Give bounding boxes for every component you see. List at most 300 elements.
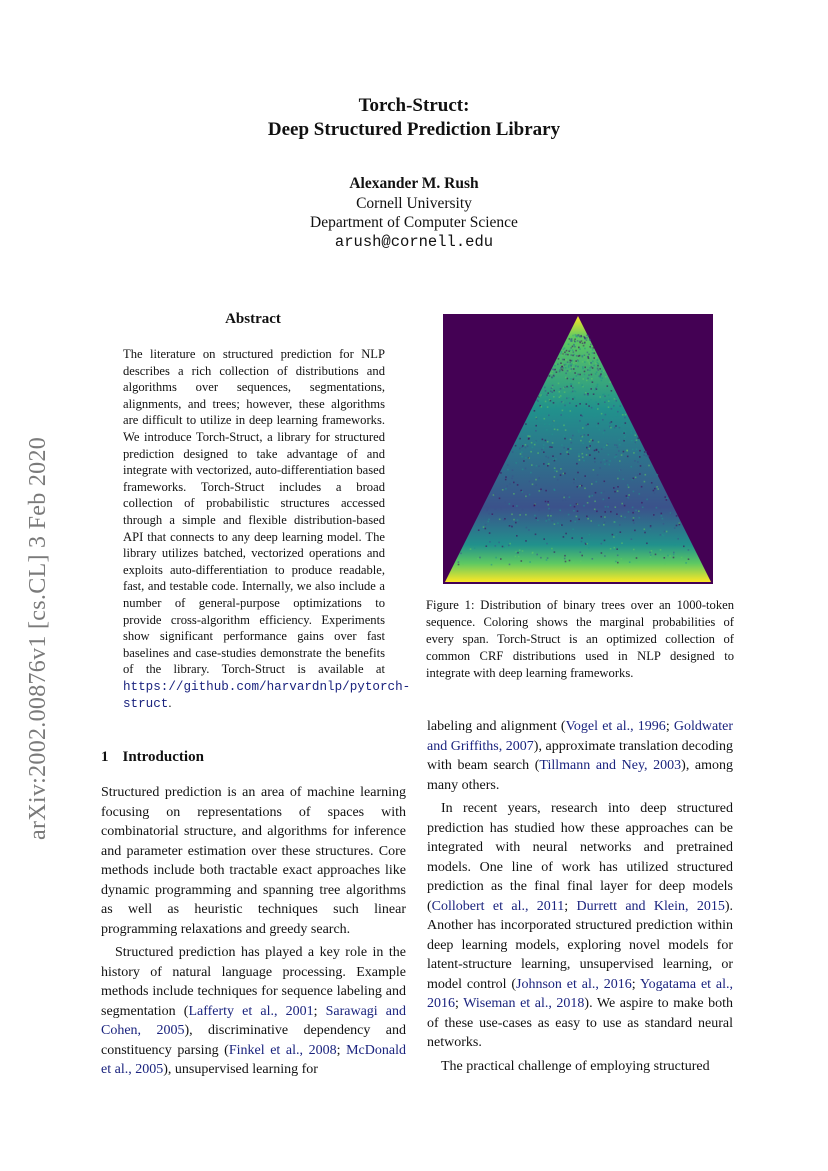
speckle-dot [623,451,625,453]
speckle-dot [615,397,617,399]
speckle-dot [529,494,531,496]
speckle-dot [574,372,576,374]
speckle-dot [588,449,590,451]
speckle-dot [579,374,581,376]
speckle-dot [592,367,594,369]
speckle-dot [580,561,582,563]
intro-right-column [427,717,733,1080]
speckle-dot [587,434,589,436]
author-block [0,174,828,252]
speckle-dot [590,520,592,522]
speckle-dot [564,555,566,557]
speckle-dot [535,425,537,427]
speckle-dot [576,516,578,518]
speckle-dot [619,425,621,427]
speckle-dot [508,545,510,547]
speckle-dot [538,477,540,479]
speckle-dot [543,447,545,449]
speckle-dot [512,475,514,477]
citation-collobert[interactable]: Collobert et al., 2011 [431,898,565,914]
speckle-dot [616,548,618,550]
speckle-dot [565,367,567,369]
speckle-dot [564,405,566,407]
citation-tillmann[interactable]: Tillmann and Ney, 2003 [539,758,682,773]
speckle-dot [529,561,531,563]
speckle-dot [547,392,549,394]
citation-sarawagi[interactable]: Sarawagi and Cohen, 2005 [101,1003,407,1038]
speckle-dot [640,465,642,467]
speckle-dot [538,465,540,467]
speckle-dot [601,448,603,450]
speckle-dot [545,456,547,458]
speckle-dot [603,491,605,493]
speckle-dot [651,550,653,552]
speckle-dot [599,368,601,370]
speckle-dot [505,476,507,478]
citation-johnson[interactable]: Johnson et al., 2016 [516,976,632,992]
speckle-dot [596,481,598,483]
speckle-dot [558,383,560,385]
speckle-dot [615,425,617,427]
speckle-dot [531,464,533,466]
speckle-dot [569,338,571,340]
speckle-dot [615,488,617,490]
speckle-dot [561,444,563,446]
speckle-dot [666,499,668,501]
speckle-dot [540,557,542,559]
speckle-dot [610,427,612,429]
speckle-dot [565,533,567,535]
speckle-dot [584,342,586,344]
speckle-dot [516,552,518,554]
speckle-dot [597,408,599,410]
speckle-dot [590,439,592,441]
citation-yogatama[interactable]: Yogatama et al., 2016 [427,976,734,1011]
speckle-dot [573,379,575,381]
speckle-dot [515,445,517,447]
speckle-dot [545,501,547,503]
speckle-dot [521,491,523,493]
speckle-dot [541,406,543,408]
speckle-dot [587,518,589,520]
speckle-dot [614,444,616,446]
speckle-dot [525,514,527,516]
text-run: ; [455,996,464,1011]
speckle-dot [588,362,590,364]
speckle-dot [565,377,567,379]
speckle-dot [595,388,597,390]
speckle-dot [616,534,618,536]
speckle-dot [605,414,607,416]
speckle-dot [570,365,572,367]
speckle-dot [577,510,579,512]
speckle-dot [559,403,561,405]
speckle-dot [592,440,594,442]
speckle-dot [568,416,570,418]
speckle-dot [512,451,514,453]
speckle-dot [561,351,563,353]
speckle-dot [627,456,629,458]
speckle-dot [660,534,662,536]
speckle-dot [565,561,567,563]
speckle-dot [594,416,596,418]
speckle-dot [547,400,549,402]
speckle-dot [628,511,630,513]
speckle-dot [458,561,460,563]
speckle-dot [542,395,544,397]
speckle-dot [620,405,622,407]
speckle-dot [550,400,552,402]
github-link[interactable]: https://github.com/harvardnlp/pytorch-struct [123,679,411,712]
speckle-dot [560,414,562,416]
speckle-dot [681,557,683,559]
speckle-dot [599,396,601,398]
speckle-dot [548,457,550,459]
speckle-dot [688,558,690,560]
speckle-dot [616,415,618,417]
speckle-dot [582,453,584,455]
speckle-dot [511,526,513,528]
speckle-dot [644,528,646,530]
speckle-dot [563,473,565,475]
speckle-dot [572,349,574,351]
right-paragraph-3: The practical challenge of employing structured [441,1058,710,1074]
speckle-dot [569,402,571,404]
speckle-dot [528,457,530,459]
speckle-dot [589,370,591,372]
speckle-dot [634,442,636,444]
speckle-dot [617,411,619,413]
speckle-dot [596,358,598,360]
speckle-dot [543,451,545,453]
speckle-dot [534,414,536,416]
speckle-dot [656,486,658,488]
speckle-dot [583,505,585,507]
abstract-text: The literature on structured prediction for NLP describes a rich collection of distributions and algorithms over sequences, segmentations, alignments, and trees; however, these algorithms are difficult to utilize in deep learning frameworks. We introduce Torch-Struct, a library for structured prediction designed to take advantage of and integrate with vectorized, auto-differentiation based frameworks. Torch-Struct includes a broad collection of probabilistic structures accessed through a simple and flexible distribution-based API that connects to any deep learning model. The library utilizes batched, vectorized operations and exploits auto-differentiation to produce readable, fast, and testable code. Internally, we also include a number of general-purpose optimizations to provide cross-algorithm efficiency. Experiments show significant performance gains over fast baselines and case-studies demonstrate the benefits of the library. Torch-Struct is available at [123,347,385,677]
speckle-dot [566,386,568,388]
speckle-dot [639,450,641,452]
speckle-dot [639,517,641,519]
speckle-dot [568,387,570,389]
speckle-dot [588,357,590,359]
speckle-dot [623,432,625,434]
speckle-dot [653,514,655,516]
speckle-dot [642,507,644,509]
speckle-dot [663,535,665,537]
citation-goldwater[interactable]: Goldwater and Griffiths, 2007 [427,719,733,754]
speckle-dot [547,463,549,465]
citation-vogel[interactable]: Vogel et al., 1996 [565,719,666,734]
speckle-dot [509,543,511,545]
speckle-dot [470,548,472,550]
speckle-dot [604,481,606,483]
speckle-dot [570,343,572,345]
speckle-dot [553,396,555,398]
speckle-dot [599,399,601,401]
speckle-dot [606,444,608,446]
speckle-dot [664,557,666,559]
speckle-dot [572,391,574,393]
speckle-dot [542,439,544,441]
citation-wiseman[interactable]: Wiseman et al., 2018 [463,996,585,1011]
speckle-dot [555,405,557,407]
speckle-dot [485,528,487,530]
speckle-dot [544,387,546,389]
speckle-dot [634,460,636,462]
speckle-dot [572,529,574,531]
speckle-dot [646,543,648,545]
speckle-dot [537,400,539,402]
speckle-dot [498,542,500,544]
speckle-dot [519,512,521,514]
speckle-dot [594,461,596,463]
speckle-dot [644,481,646,483]
speckle-dot [572,435,574,437]
speckle-dot [590,347,592,349]
speckle-dot [591,378,593,380]
speckle-dot [525,540,527,542]
speckle-dot [586,543,588,545]
speckle-dot [593,393,595,395]
paper-title [0,94,828,142]
speckle-dot [587,502,589,504]
speckle-dot [567,354,569,356]
speckle-dot [495,545,497,547]
text-run: ; [336,1042,347,1058]
speckle-dot [575,340,577,342]
speckle-dot [549,510,551,512]
speckle-dot [612,418,614,420]
speckle-dot [641,502,643,504]
speckle-dot [528,438,530,440]
speckle-dot [608,464,610,466]
speckle-dot [600,375,602,377]
text-run: ). We aspire to make both of these use-cases as easy to use as standard neural networks. [427,996,733,1050]
speckle-dot [579,348,581,350]
speckle-dot [580,440,582,442]
speckle-dot [650,525,652,527]
speckle-dot [488,513,490,515]
speckle-dot [610,511,612,513]
speckle-dot [573,338,575,340]
speckle-dot [594,352,596,354]
speckle-dot [590,362,592,364]
speckle-dot [628,494,630,496]
speckle-dot [506,485,508,487]
speckle-dot [650,528,652,530]
speckle-dot [602,377,604,379]
speckle-dot [525,423,527,425]
speckle-dot [525,457,527,459]
citation-durrett[interactable]: Durrett and Klein, 2015 [576,898,725,914]
speckle-dot [546,520,548,522]
speckle-dot [570,439,572,441]
speckle-dot [568,344,570,346]
speckle-dot [576,405,578,407]
speckle-dot [519,514,521,516]
speckle-dot [516,462,518,464]
speckle-dot [631,538,633,540]
speckle-dot [544,418,546,420]
speckle-dot [525,447,527,449]
speckle-dot [586,447,588,449]
speckle-dot [536,554,538,556]
speckle-dot [598,363,600,365]
speckle-dot [547,441,549,443]
speckle-dot [577,366,579,368]
speckle-dot [523,460,525,462]
speckle-dot [549,423,551,425]
speckle-dot [582,361,584,363]
speckle-dot [560,453,562,455]
speckle-dot [553,459,555,461]
speckle-dot [552,433,554,435]
speckle-dot [632,449,634,451]
speckle-dot [669,555,671,557]
speckle-dot [575,350,577,352]
binary-tree-marginal-heatmap [443,314,713,584]
speckle-dot [664,496,666,498]
speckle-dot [608,454,610,456]
speckle-dot [548,463,550,465]
speckle-dot [618,450,620,452]
speckle-dot [500,508,502,510]
speckle-dot [479,557,481,559]
speckle-dot [561,401,563,403]
speckle-dot [552,369,554,371]
speckle-dot [564,347,566,349]
speckle-dot [565,354,567,356]
speckle-dot [552,442,554,444]
speckle-dot [551,446,553,448]
speckle-dot [611,390,613,392]
speckle-dot [537,520,539,522]
speckle-dot [512,469,514,471]
text-run: ; [564,898,577,914]
speckle-dot [474,547,476,549]
speckle-dot [516,535,518,537]
speckle-dot [539,396,541,398]
speckle-dot [613,536,615,538]
speckle-dot [535,441,537,443]
speckle-dot [560,395,562,397]
speckle-dot [551,548,553,550]
speckle-dot [522,469,524,471]
speckle-dot [659,507,661,509]
speckle-dot [604,430,606,432]
speckle-dot [589,454,591,456]
text-run: ), approximate translation decoding with beam search ( [427,738,733,773]
citation-finkel[interactable]: Finkel et al., 2008 [228,1042,337,1058]
speckle-dot [613,487,615,489]
speckle-dot [573,561,575,563]
speckle-dot [661,515,663,517]
speckle-dot [522,445,524,447]
speckle-dot [630,429,632,431]
speckle-dot [676,525,678,527]
speckle-dot [655,554,657,556]
speckle-dot [547,557,549,559]
speckle-dot [538,510,540,512]
speckle-dot [568,366,570,368]
speckle-dot [491,545,493,547]
speckle-dot [577,345,579,347]
speckle-dot [666,531,668,533]
speckle-dot [649,552,651,554]
speckle-dot [566,345,568,347]
author-email[interactable]: arush@cornell.edu [334,232,494,251]
speckle-dot [579,336,581,338]
speckle-dot [573,351,575,353]
speckle-dot [627,484,629,486]
speckle-dot [626,498,628,500]
speckle-dot [559,391,561,393]
speckle-dot [576,355,578,357]
speckle-dot [486,510,488,512]
speckle-dot [478,529,480,531]
speckle-dot [487,508,489,510]
speckle-dot [582,368,584,370]
speckle-dot [565,499,567,501]
speckle-dot [492,513,494,515]
speckle-dot [503,546,505,548]
speckle-dot [541,449,543,451]
speckle-dot [546,414,548,416]
affiliation-university: Cornell University [356,194,472,212]
speckle-dot [617,447,619,449]
speckle-dot [550,390,552,392]
text-run: ). Another has incorporated structured prediction within deep learning models, exploring novel models for latent-structure learning, unsupervised learning, or model control ( [427,898,734,992]
speckle-dot [570,385,572,387]
speckle-dot [610,381,612,383]
speckle-dot [657,488,659,490]
speckle-dot [584,374,586,376]
speckle-dot [584,348,586,350]
speckle-dot [635,435,637,437]
speckle-dot [587,369,589,371]
speckle-dot [570,505,572,507]
citation-mcdonald[interactable]: McDonald et al., 2005 [101,1042,406,1077]
citation-lafferty[interactable]: Lafferty et al., 2001 [188,1003,314,1019]
speckle-dot [546,559,548,561]
speckle-dot [639,493,641,495]
speckle-dot [582,427,584,429]
speckle-dot [614,427,616,429]
speckle-dot [621,515,623,517]
speckle-dot [536,465,538,467]
speckle-dot [589,445,591,447]
speckle-dot [609,460,611,462]
speckle-dot [614,547,616,549]
speckle-dot [595,363,597,365]
speckle-dot [562,367,564,369]
speckle-dot [554,523,556,525]
speckle-dot [608,406,610,408]
speckle-dot [517,552,519,554]
speckle-dot [584,394,586,396]
abstract-end: . [168,696,172,711]
speckle-dot [515,522,517,524]
speckle-dot [546,429,548,431]
speckle-dot [511,478,513,480]
speckle-dot [676,515,678,517]
speckle-dot [532,552,534,554]
speckle-dot [604,540,606,542]
speckle-dot [664,563,666,565]
speckle-dot [553,390,555,392]
speckle-dot [571,354,573,356]
speckle-dot [551,373,553,375]
